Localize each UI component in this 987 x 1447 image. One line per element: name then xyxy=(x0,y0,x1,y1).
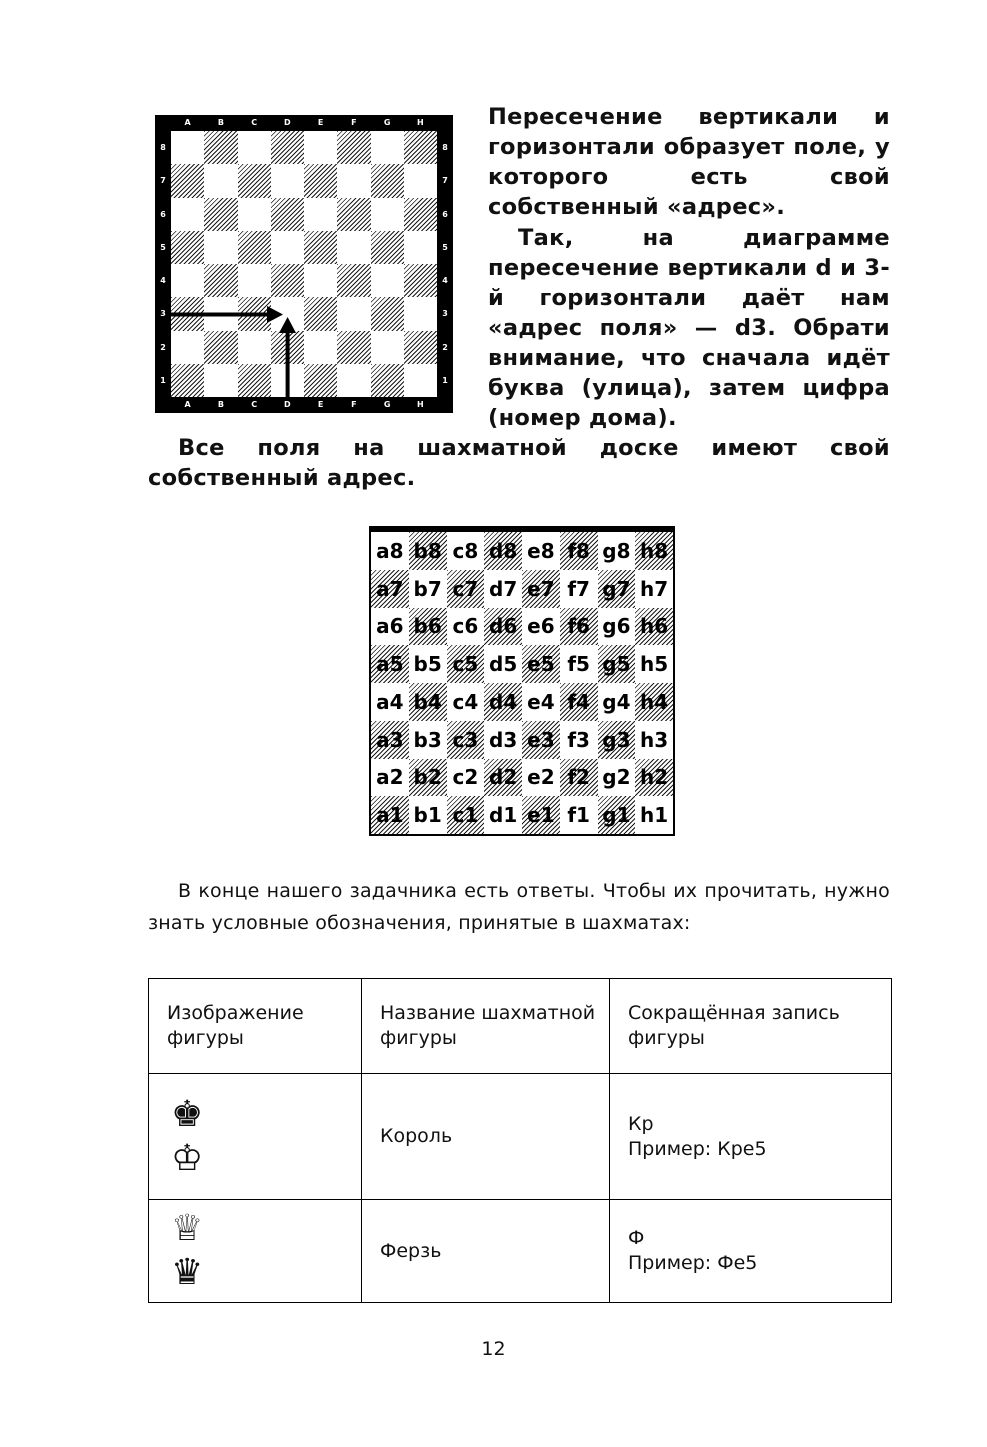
board-square xyxy=(204,131,237,164)
board-square xyxy=(337,331,370,364)
board-square xyxy=(404,198,437,231)
square-c8: c8 xyxy=(452,538,479,563)
square-d5: d5 xyxy=(489,652,518,677)
square-b3: b3 xyxy=(413,727,442,752)
board-square xyxy=(404,297,437,330)
square-g8: g8 xyxy=(602,538,631,563)
square-b7: b7 xyxy=(413,576,442,601)
square-b1: b1 xyxy=(413,803,442,828)
square-e5: e5 xyxy=(522,645,560,683)
square-h5: h5 xyxy=(640,652,669,677)
king-example: Пример: Кре5 xyxy=(628,1137,767,1160)
rank-label-left: 6 xyxy=(160,209,166,219)
king-abbr-cell xyxy=(610,1074,892,1200)
square-f2: f2 xyxy=(560,759,598,797)
board-square xyxy=(304,131,337,164)
king-images xyxy=(149,1074,362,1200)
square-a4: a4 xyxy=(376,689,404,714)
square-h3: h3 xyxy=(640,727,669,752)
square-b5: b5 xyxy=(413,652,442,677)
coordinate-board-grid xyxy=(371,532,673,834)
square-g2: g2 xyxy=(602,765,631,790)
file-label-bottom: B xyxy=(217,400,224,409)
board-square xyxy=(304,231,337,264)
board-square xyxy=(304,297,337,330)
file-label-top: F xyxy=(351,118,357,127)
board-square xyxy=(171,164,204,197)
queen-abbr-cell xyxy=(610,1200,892,1303)
rank-label-left: 4 xyxy=(160,276,166,285)
intro-paragraph xyxy=(148,875,890,939)
square-a5: a5 xyxy=(371,645,409,683)
board-square xyxy=(404,364,437,397)
board-square xyxy=(204,198,237,231)
square-d4: d4 xyxy=(484,683,522,721)
square-h7: h7 xyxy=(640,576,669,601)
file-label-bottom: D xyxy=(284,400,291,409)
square-h2: h2 xyxy=(635,759,673,797)
square-g4: g4 xyxy=(602,689,631,714)
square-f5: f5 xyxy=(567,652,590,677)
board-square xyxy=(171,264,204,297)
file-label-bottom: G xyxy=(383,400,391,409)
coordinate-board xyxy=(369,526,675,836)
file-label-top: B xyxy=(217,118,224,127)
board-square xyxy=(337,231,370,264)
board-square xyxy=(304,198,337,231)
square-b6: b6 xyxy=(409,608,447,646)
square-b2: b2 xyxy=(409,759,447,797)
square-f8: f8 xyxy=(560,532,598,570)
board-square xyxy=(204,364,237,397)
queen-example: Пример: Фе5 xyxy=(628,1252,758,1274)
rank-label-right: 3 xyxy=(442,309,448,319)
file-label-bottom: C xyxy=(251,400,258,409)
board-square xyxy=(371,364,404,397)
rank-label-right: 8 xyxy=(442,143,448,152)
square-e4: e4 xyxy=(527,689,555,714)
rank-label-left: 8 xyxy=(160,143,166,152)
board-square xyxy=(238,131,271,164)
board-square xyxy=(171,364,204,397)
board-square xyxy=(171,331,204,364)
rank-label-right: 5 xyxy=(442,242,448,252)
board-square xyxy=(304,264,337,297)
rank-label-right: 2 xyxy=(442,342,448,352)
file-label-top: A xyxy=(184,118,191,127)
square-e1: e1 xyxy=(522,796,560,834)
file-label-top: G xyxy=(383,118,391,127)
paragraph-square-address: Пересечение вертикали и горизонтали образует поле, у которого есть свой собственный «адрес». xyxy=(488,104,890,220)
rank-label-left: 3 xyxy=(160,309,166,319)
black-queen-icon: ♛ xyxy=(171,1252,204,1293)
board-square xyxy=(238,198,271,231)
square-e6: e6 xyxy=(527,614,555,639)
board-square xyxy=(238,364,271,397)
board-square xyxy=(271,364,304,397)
file-label-bottom: H xyxy=(417,400,424,409)
queen-images xyxy=(149,1200,362,1303)
square-d3: d3 xyxy=(489,727,518,752)
square-d7: d7 xyxy=(489,576,518,601)
board-square xyxy=(204,297,237,330)
square-h4: h4 xyxy=(635,683,673,721)
board-square xyxy=(304,164,337,197)
rank-label-right: 6 xyxy=(442,209,448,219)
table-row xyxy=(149,1074,892,1200)
square-c2: c2 xyxy=(452,765,479,790)
board-square xyxy=(371,164,404,197)
header-name: Название шахматной фигуры xyxy=(362,979,610,1074)
square-g5: g5 xyxy=(598,645,636,683)
king-name: Король xyxy=(362,1074,610,1200)
square-c4: c4 xyxy=(452,689,479,714)
square-d1: d1 xyxy=(489,803,518,828)
board-square xyxy=(371,264,404,297)
square-a7: a7 xyxy=(371,570,409,608)
square-c1: c1 xyxy=(447,796,485,834)
board-square xyxy=(238,297,271,330)
square-e3: e3 xyxy=(522,721,560,759)
square-f6: f6 xyxy=(560,608,598,646)
square-d8: d8 xyxy=(484,532,522,570)
square-e7: e7 xyxy=(522,570,560,608)
board-square xyxy=(271,231,304,264)
file-label-top: C xyxy=(251,118,258,127)
board-square xyxy=(371,331,404,364)
square-f4: f4 xyxy=(560,683,598,721)
square-c6: c6 xyxy=(452,614,479,639)
board-square xyxy=(271,264,304,297)
board-square xyxy=(404,264,437,297)
square-a8: a8 xyxy=(376,538,404,563)
file-label-bottom: A xyxy=(184,400,191,409)
rank-label-left: 2 xyxy=(160,342,166,352)
rank-label-right: 7 xyxy=(442,176,448,186)
square-c3: c3 xyxy=(447,721,485,759)
board-square xyxy=(371,297,404,330)
board-square xyxy=(171,297,204,330)
file-label-bottom: E xyxy=(317,400,324,409)
square-a1: a1 xyxy=(371,796,409,834)
paragraph-d3-example-text: Так, на диаграмме пересечение вертикали d и 3-й горизонтали даёт нам «адрес поля» — d3. Обрати внимание, что сначала идёт буква (улица), затем цифра (номер дома). xyxy=(488,225,890,431)
black-king-icon: ♚ xyxy=(171,1093,204,1135)
rank-label-left: 7 xyxy=(160,176,166,186)
rank-label-right: 1 xyxy=(442,375,448,385)
intro-paragraph-text: В конце нашего задачника есть ответы. Чтобы их прочитать, нужно знать условные обозначения, принятые в шахматах: xyxy=(148,880,890,934)
board-square xyxy=(404,164,437,197)
board-square xyxy=(271,164,304,197)
square-f3: f3 xyxy=(567,727,590,752)
board-square xyxy=(204,264,237,297)
board-square xyxy=(171,231,204,264)
square-g1: g1 xyxy=(598,796,636,834)
square-d6: d6 xyxy=(484,608,522,646)
board-square xyxy=(171,198,204,231)
table-row xyxy=(149,1200,892,1303)
board-square xyxy=(337,297,370,330)
square-e8: e8 xyxy=(527,538,555,563)
square-g3: g3 xyxy=(598,721,636,759)
white-queen-icon: ♕ xyxy=(171,1208,204,1249)
board-diagram xyxy=(155,115,453,413)
square-g7: g7 xyxy=(598,570,636,608)
queen-abbr: Ф xyxy=(628,1227,645,1249)
square-a6: a6 xyxy=(376,614,404,639)
board-square xyxy=(404,131,437,164)
board-square xyxy=(337,198,370,231)
board-square xyxy=(337,131,370,164)
board-square xyxy=(204,231,237,264)
board-square xyxy=(238,231,271,264)
board-square xyxy=(204,331,237,364)
file-label-top: H xyxy=(417,118,424,127)
square-b8: b8 xyxy=(409,532,447,570)
board-square xyxy=(371,198,404,231)
board-diagram-grid xyxy=(171,131,437,397)
square-f1: f1 xyxy=(567,803,590,828)
square-d2: d2 xyxy=(484,759,522,797)
rank-label-left: 5 xyxy=(160,242,166,252)
rank-label-right: 4 xyxy=(442,276,448,285)
queen-name: Ферзь xyxy=(362,1200,610,1303)
square-c5: c5 xyxy=(447,645,485,683)
square-h1: h1 xyxy=(640,803,669,828)
board-square xyxy=(271,131,304,164)
board-square xyxy=(238,264,271,297)
board-square xyxy=(238,331,271,364)
board-square xyxy=(371,131,404,164)
pieces-table xyxy=(148,978,892,1303)
square-g6: g6 xyxy=(602,614,631,639)
header-image: Изображение фигуры xyxy=(149,979,362,1074)
board-square xyxy=(337,264,370,297)
file-label-top: E xyxy=(317,118,324,127)
page-number: 12 xyxy=(481,1338,506,1360)
file-label-top: D xyxy=(284,118,291,127)
board-square xyxy=(238,164,271,197)
board-square xyxy=(304,331,337,364)
board-square xyxy=(204,164,237,197)
paragraph-all-squares xyxy=(148,433,890,493)
file-label-bottom: F xyxy=(351,400,357,409)
board-square xyxy=(271,331,304,364)
square-h8: h8 xyxy=(635,532,673,570)
king-abbr: Кр xyxy=(628,1112,654,1135)
paragraph-d3-example xyxy=(488,223,890,433)
paragraph-all-squares-text: Все поля на шахматной доске имеют свой собственный адрес. xyxy=(148,435,890,491)
board-square xyxy=(271,297,304,330)
square-e2: e2 xyxy=(527,765,555,790)
square-c7: c7 xyxy=(447,570,485,608)
square-f7: f7 xyxy=(567,576,590,601)
rank-label-left: 1 xyxy=(160,375,166,385)
square-b4: b4 xyxy=(409,683,447,721)
board-square xyxy=(404,331,437,364)
square-a3: a3 xyxy=(371,721,409,759)
board-square xyxy=(371,231,404,264)
board-square xyxy=(404,231,437,264)
square-h6: h6 xyxy=(635,608,673,646)
board-square xyxy=(337,164,370,197)
board-square xyxy=(271,198,304,231)
board-square xyxy=(304,364,337,397)
header-abbr: Сокращённая запись фигуры xyxy=(610,979,892,1074)
board-square xyxy=(337,364,370,397)
table-header-row xyxy=(149,979,892,1074)
board-square xyxy=(171,131,204,164)
white-king-icon: ♔ xyxy=(171,1137,204,1179)
square-a2: a2 xyxy=(376,765,404,790)
